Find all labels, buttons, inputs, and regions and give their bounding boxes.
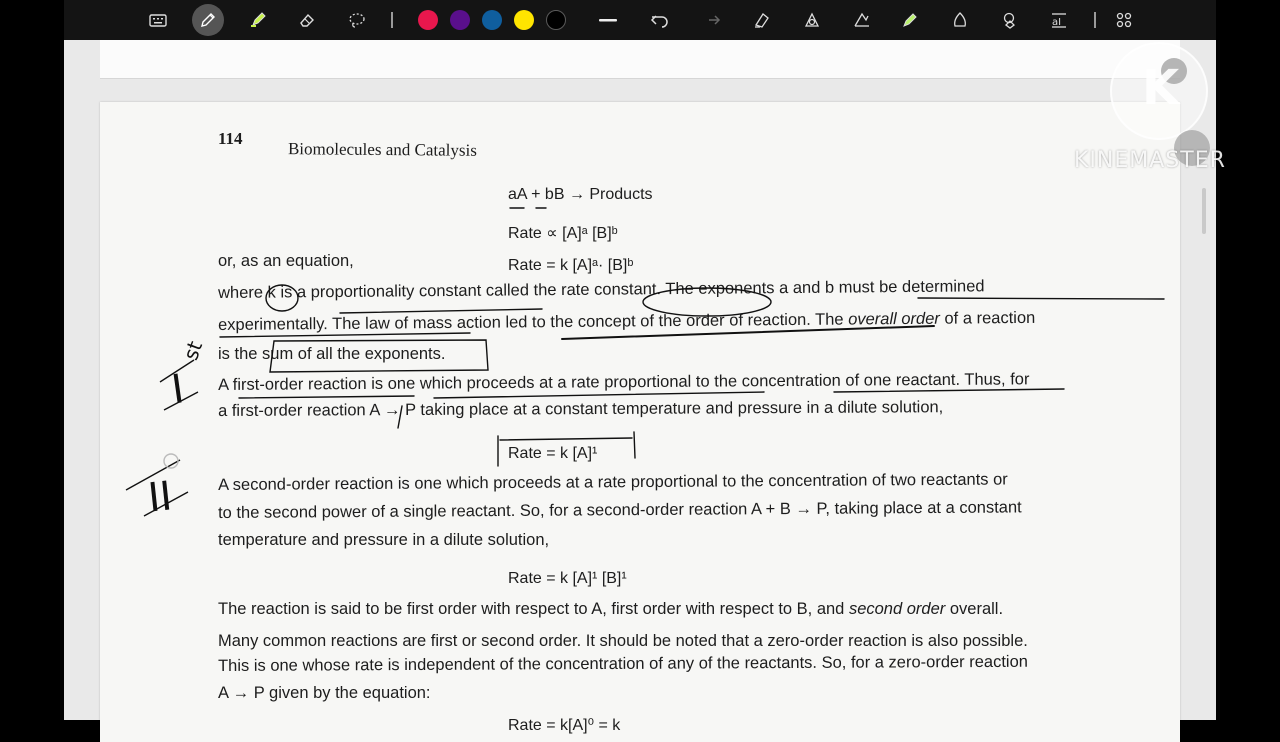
p4-l1-second-order: second order: [848, 600, 946, 618]
equation-rate-proportional: Rate ∝ [A]ᵃ [B]ᵇ: [508, 225, 618, 242]
running-head: Biomolecules and Catalysis: [287, 139, 477, 160]
laser-icon[interactable]: [948, 8, 972, 32]
p4-l1-c: overall.: [945, 600, 1004, 618]
color-swatch-blue[interactable]: [482, 10, 502, 30]
page-number: 114: [218, 129, 243, 148]
toolbar-divider: [1094, 12, 1096, 28]
paragraph-3-line-3: temperature and pressure in a dilute solution,: [218, 531, 550, 549]
equation-general: aA + bB → Products: [508, 186, 653, 203]
eraser-icon[interactable]: [295, 8, 319, 32]
p4-l1-a: The reaction is said to be first order with respect to A, first order with respect to B, and: [218, 600, 849, 618]
color-swatch-red[interactable]: [418, 10, 438, 30]
equation-second-order: Rate = k [A]¹ [B]¹: [508, 570, 627, 587]
annotation-toolbar: [64, 0, 1216, 40]
annotation-roman-two: II: [145, 473, 175, 522]
shape-icon[interactable]: [850, 8, 874, 32]
keyboard-icon[interactable]: [146, 8, 170, 32]
highlighter-green-icon[interactable]: [898, 8, 922, 32]
kinemaster-watermark: KINEMASTER: [1074, 148, 1226, 173]
previous-page-bottom: [100, 40, 1180, 79]
paragraph-3-line-1: A second-order reaction is one which proceeds at a rate proportional to the concentration of two reactants or: [218, 470, 1008, 494]
add-page-icon[interactable]: [800, 8, 824, 32]
p1-l2-a: experimentally. The law of mass action led to the concept of the order of reaction. The: [218, 310, 849, 334]
redo-icon[interactable]: [699, 8, 723, 32]
pen-icon[interactable]: [192, 4, 224, 36]
p1-l2-c: of a reaction: [939, 308, 1036, 328]
toolbar-divider: [391, 12, 393, 28]
color-swatch-yellow[interactable]: [514, 10, 534, 30]
equation-zero-order: Rate = k[A]⁰ = k: [508, 717, 621, 734]
highlighter-icon[interactable]: [246, 8, 270, 32]
undo-icon[interactable]: [648, 8, 672, 32]
paragraph-5-line-2: This is one whose rate is independent of the concentration of any of the reactants. So, for a zero-order reaction: [218, 652, 1028, 675]
select-icon[interactable]: [998, 8, 1022, 32]
p1-l2-overall-order: overall order: [848, 309, 940, 329]
color-swatch-purple[interactable]: [450, 10, 470, 30]
color-swatch-black[interactable]: [546, 10, 566, 30]
text-icon[interactable]: [1047, 8, 1071, 32]
logo-letter: K: [1142, 60, 1180, 116]
line-icon[interactable]: [596, 8, 620, 32]
paragraph-4-line-1: [218, 600, 1003, 619]
annotation-st: st: [178, 337, 208, 364]
screen: [64, 0, 1226, 734]
paragraph-1-line-3: is the sum of all the exponents.: [218, 345, 446, 363]
svg-text:aI: aI: [1052, 17, 1062, 28]
equation-rate: Rate = k [A]ᵃ· [B]ᵇ: [508, 257, 634, 274]
grid-icon[interactable]: [1112, 8, 1136, 32]
book-page: [100, 102, 1180, 742]
text-or-as-equation: or, as an equation,: [218, 252, 354, 270]
kinemaster-logo: [1110, 42, 1208, 140]
paragraph-1-line-2: [218, 309, 1035, 335]
lasso-icon[interactable]: [345, 8, 369, 32]
annotation-roman-one: I: [168, 366, 187, 414]
page-icon[interactable]: [750, 8, 774, 32]
paragraph-2-line-2: a first-order reaction A → P taking place at a constant temperature and pressure in a dilute solution,: [218, 398, 944, 420]
paragraph-5-line-1: Many common reactions are first or second order. It should be noted that a zero-order reaction is also possible.: [218, 632, 1028, 650]
paragraph-1-line-1: where k is a proportionality constant called the rate constant. The exponents a and b must be determined: [218, 277, 985, 302]
scrollbar-thumb[interactable]: [1202, 188, 1206, 234]
paragraph-5-line-3: A → P given by the equation:: [218, 684, 431, 702]
paragraph-3-line-2: to the second power of a single reactant. So, for a second-order reaction A + B → P, taking place at a constant: [218, 498, 1022, 522]
equation-first-order: Rate = k [A]¹: [508, 445, 598, 462]
paragraph-2-line-1: A first-order reaction is one which proceeds at a rate proportional to the concentration of one reactant. Thus, for: [218, 370, 1030, 394]
